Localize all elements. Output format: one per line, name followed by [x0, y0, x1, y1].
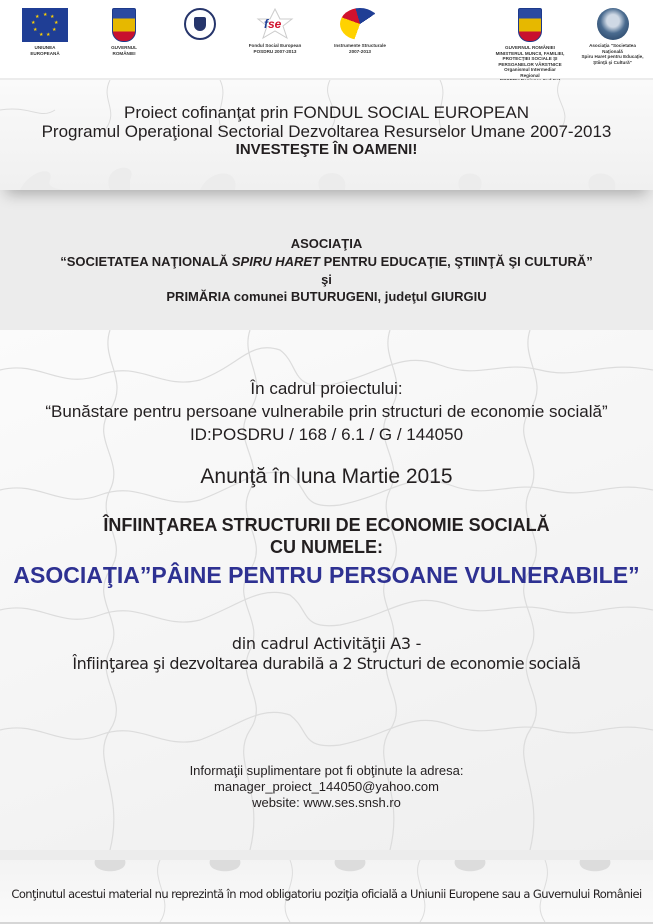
partner-name-italic: SPIRU HARET: [231, 254, 320, 269]
project-intro: În cadrul proiectului:: [250, 379, 403, 398]
instrumente-structurale-icon: [340, 8, 380, 40]
logo-caption: GUVERNUL ROMÂNIEI MINISTERUL MUNCII, FAMILIEI, PROTECŢIEI SOCIALE ŞI PERSOANELOR VÂRSTNICE Organismul Intermediar Regional: [495, 45, 565, 78]
funding-line-1: Proiect cofinanţat prin FONDUL SOCIAL EUROPEAN: [124, 103, 529, 122]
logo-ministerul: [495, 8, 565, 84]
contact-info-label: Informaţii suplimentare pot fi obţinute la adresa:: [189, 763, 464, 778]
logo-caption: Fondul Social European POSDRU 2007-2013: [248, 43, 302, 54]
partner-association-name: [0, 254, 653, 269]
romania-coat-of-arms-icon: [518, 8, 542, 42]
funding-slogan: INVESTEŞTE ÎN OAMENI!: [235, 141, 418, 158]
contact-website[interactable]: website: www.ses.snsh.ro: [252, 795, 401, 810]
heading-line-2: CU NUMELE:: [270, 537, 383, 557]
logo-eu: [20, 8, 70, 56]
logo-caption: GUVERNUL ROMÂNIEI: [111, 45, 137, 56]
funding-line-2: Programul Operaţional Sectorial Dezvoltarea Resurselor Umane 2007-2013: [41, 122, 612, 141]
partner-primaria: PRIMĂRIA comunei BUTURUGENI, judeţul GIURGIU: [166, 289, 487, 304]
structure-name: ASOCIAŢIA”PÂINE PENTRU PERSOANE VULNERABILE”: [13, 562, 640, 588]
logo-guvernul: [100, 8, 148, 56]
heading-line-1: ÎNFIINŢAREA STRUCTURII DE ECONOMIE SOCIALĂ: [103, 515, 550, 535]
partner-name-part: PENTRU EDUCAŢIE, ŞTIINŢĂ ŞI CULTURĂ”: [320, 254, 593, 269]
logo-caption: Asociaţia "Societatea Naţională Spiru Haret pentru Educaţie, Ştiinţă şi Cultură": [581, 43, 644, 65]
partner-association-label: ASOCIAŢIA: [290, 236, 363, 251]
activity-line-1: din cadrul Activităţii A3 -: [231, 634, 422, 653]
fse-star-icon: fse: [252, 8, 298, 40]
logo-instrumente: [330, 8, 390, 54]
project-id: ID:POSDRU / 168 / 6.1 / G / 144050: [189, 425, 464, 444]
romania-coat-of-arms-icon: [112, 8, 136, 42]
logo-caption: Instrumente Structurale 2007-2013: [334, 43, 386, 54]
logo-seal: [180, 8, 220, 40]
eu-flag-icon: ★ ★ ★ ★ ★ ★ ★ ★ ★: [22, 8, 68, 42]
activity-line-2: Înfiinţarea şi dezvoltarea durabilă a 2 Structuri de economie socială: [72, 654, 581, 673]
logo-spiru-haret: [580, 8, 645, 65]
government-seal-icon: [184, 8, 216, 40]
logo-fse: [245, 8, 305, 54]
disclaimer: Conţinutul acestui material nu reprezintă în mod obligatoriu poziţia oficială a Uniunii Europene sau a Guvernului României: [11, 887, 642, 901]
announcement: Anunţă în luna Martie 2015: [200, 465, 453, 488]
partner-name-part: “SOCIETATEA NAŢIONALĂ: [60, 254, 232, 269]
partner-conjunction: şi: [321, 272, 332, 287]
logo-header: [0, 0, 653, 78]
contact-email[interactable]: manager_proiect_144050@yahoo.com: [214, 779, 439, 794]
spiru-haret-portrait-icon: [597, 8, 629, 40]
logo-caption: UNIUNEA EUROPEANĂ: [30, 45, 60, 56]
project-title: “Bunăstare pentru persoane vulnerabile prin structuri de economie socială”: [45, 402, 608, 421]
